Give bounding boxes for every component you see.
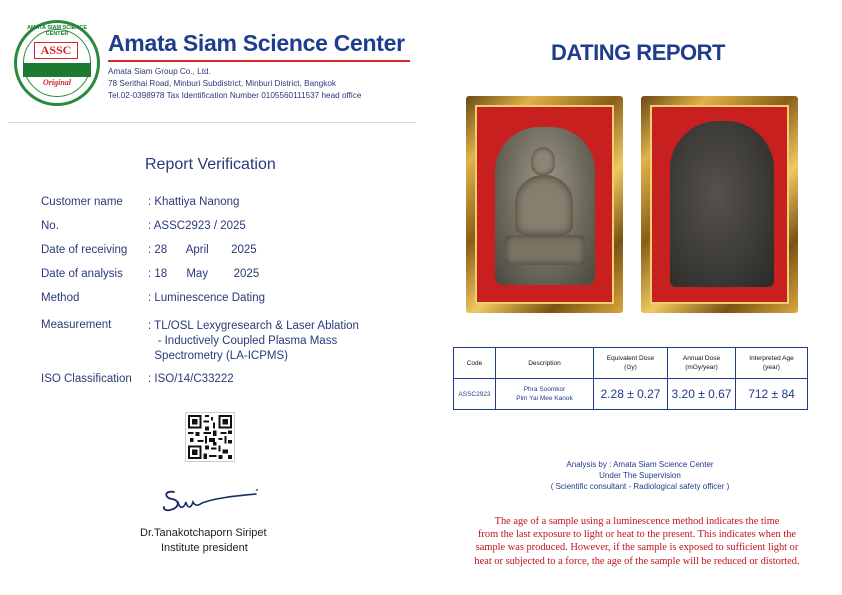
dating-results-table <box>453 347 808 410</box>
field-label-iso: ISO Classification <box>41 373 132 385</box>
sample-photo-back <box>641 96 798 313</box>
disclaimer-line: The age of a sample using a luminescence method indicates the time <box>494 516 780 527</box>
company-contact: Tel.02-0398978 Tax Identification Number 0105560111537 head office <box>108 91 362 100</box>
field-label-date-receiving: Date of receiving <box>41 244 128 256</box>
field-value-measurement: : TL/OSL Lexygresearch & Laser Ablation - Inductively Coupled Plasma Mass Spectrometry (LA-ICPMS) <box>148 320 359 362</box>
disclaimer-line: sample was produced. However, if the sample is exposed to sufficient light or <box>475 542 799 554</box>
logo-abbr: ASSC <box>34 42 78 59</box>
analysis-by: Analysis by : Amata Siam Science Center <box>566 460 714 469</box>
header-description: Description <box>496 348 594 379</box>
company-name: Amata Siam Science Center <box>108 30 405 56</box>
cell-code: ASSC2923 <box>454 379 496 410</box>
cell-interpreted-age: 712 ± 84 <box>736 379 808 410</box>
field-label-method: Method <box>41 292 80 304</box>
company-address: 78 Serithai Road, Minburi Subdistrict, Minburi District, Bangkok <box>108 79 336 88</box>
analysis-consultant: ( Scientific consultant - Radiological safety officer ) <box>550 482 730 491</box>
cell-annual-dose: 3.20 ± 0.67 <box>668 379 736 410</box>
field-value-number: : ASSC2923 / 2025 <box>148 220 246 232</box>
header-equivalent-dose: Equivalent Dose (Gy) <box>594 348 668 379</box>
disclaimer-line: heat or subjected to a force, the age of the sample will be reduced or distorted. <box>474 555 800 567</box>
sample-photo-front <box>466 96 623 313</box>
header-annual-dose: Annual Dose (mGy/year) <box>668 348 736 379</box>
cell-equivalent-dose: 2.28 ± 0.27 <box>594 379 668 410</box>
field-label-number: No. <box>41 220 59 232</box>
company-group: Amata Siam Group Co., Ltd. <box>108 67 211 76</box>
logo-band <box>23 63 91 77</box>
field-label-customer: Customer name <box>41 196 123 208</box>
header-red-line <box>108 60 410 62</box>
field-value-date-analysis: : 18 May 2025 <box>148 268 260 280</box>
header-divider <box>8 122 416 123</box>
field-value-date-receiving: : 28 April 2025 <box>148 244 257 256</box>
header-interpreted-age: Interpreted Age (year) <box>736 348 808 379</box>
verification-title: Report Verification <box>145 156 276 173</box>
amulet-back-image <box>670 121 774 287</box>
field-value-method: : Luminescence Dating <box>148 292 265 304</box>
signer-name: Dr.Tanakotchaporn Siripet <box>140 527 267 539</box>
table-header-row <box>454 348 808 379</box>
header-code: Code <box>454 348 496 379</box>
company-logo <box>14 20 100 106</box>
signature <box>160 484 260 516</box>
table-row <box>454 379 808 410</box>
field-label-measurement: Measurement <box>41 319 112 331</box>
cell-description: Phra Soomkor Pim Yai Mee Kanok <box>496 379 594 410</box>
field-label-date-analysis: Date of analysis <box>41 268 123 280</box>
report-title: DATING REPORT <box>551 40 725 65</box>
disclaimer-line: from the last exposure to light or heat to the present. This indicates when the <box>477 529 797 541</box>
signer-title: Institute president <box>161 542 248 554</box>
amulet-front-image <box>495 127 595 285</box>
analysis-supervision: Under The Supervision <box>599 471 681 480</box>
field-value-iso: : ISO/14/C33222 <box>148 373 234 385</box>
disclaimer <box>446 515 828 568</box>
logo-ring-text: AMATA SIAM SCIENCE CENTER <box>26 25 88 37</box>
qr-code[interactable] <box>185 412 235 462</box>
logo-stamp: Original <box>42 78 71 87</box>
field-value-customer: : Khattiya Nanong <box>148 196 240 208</box>
